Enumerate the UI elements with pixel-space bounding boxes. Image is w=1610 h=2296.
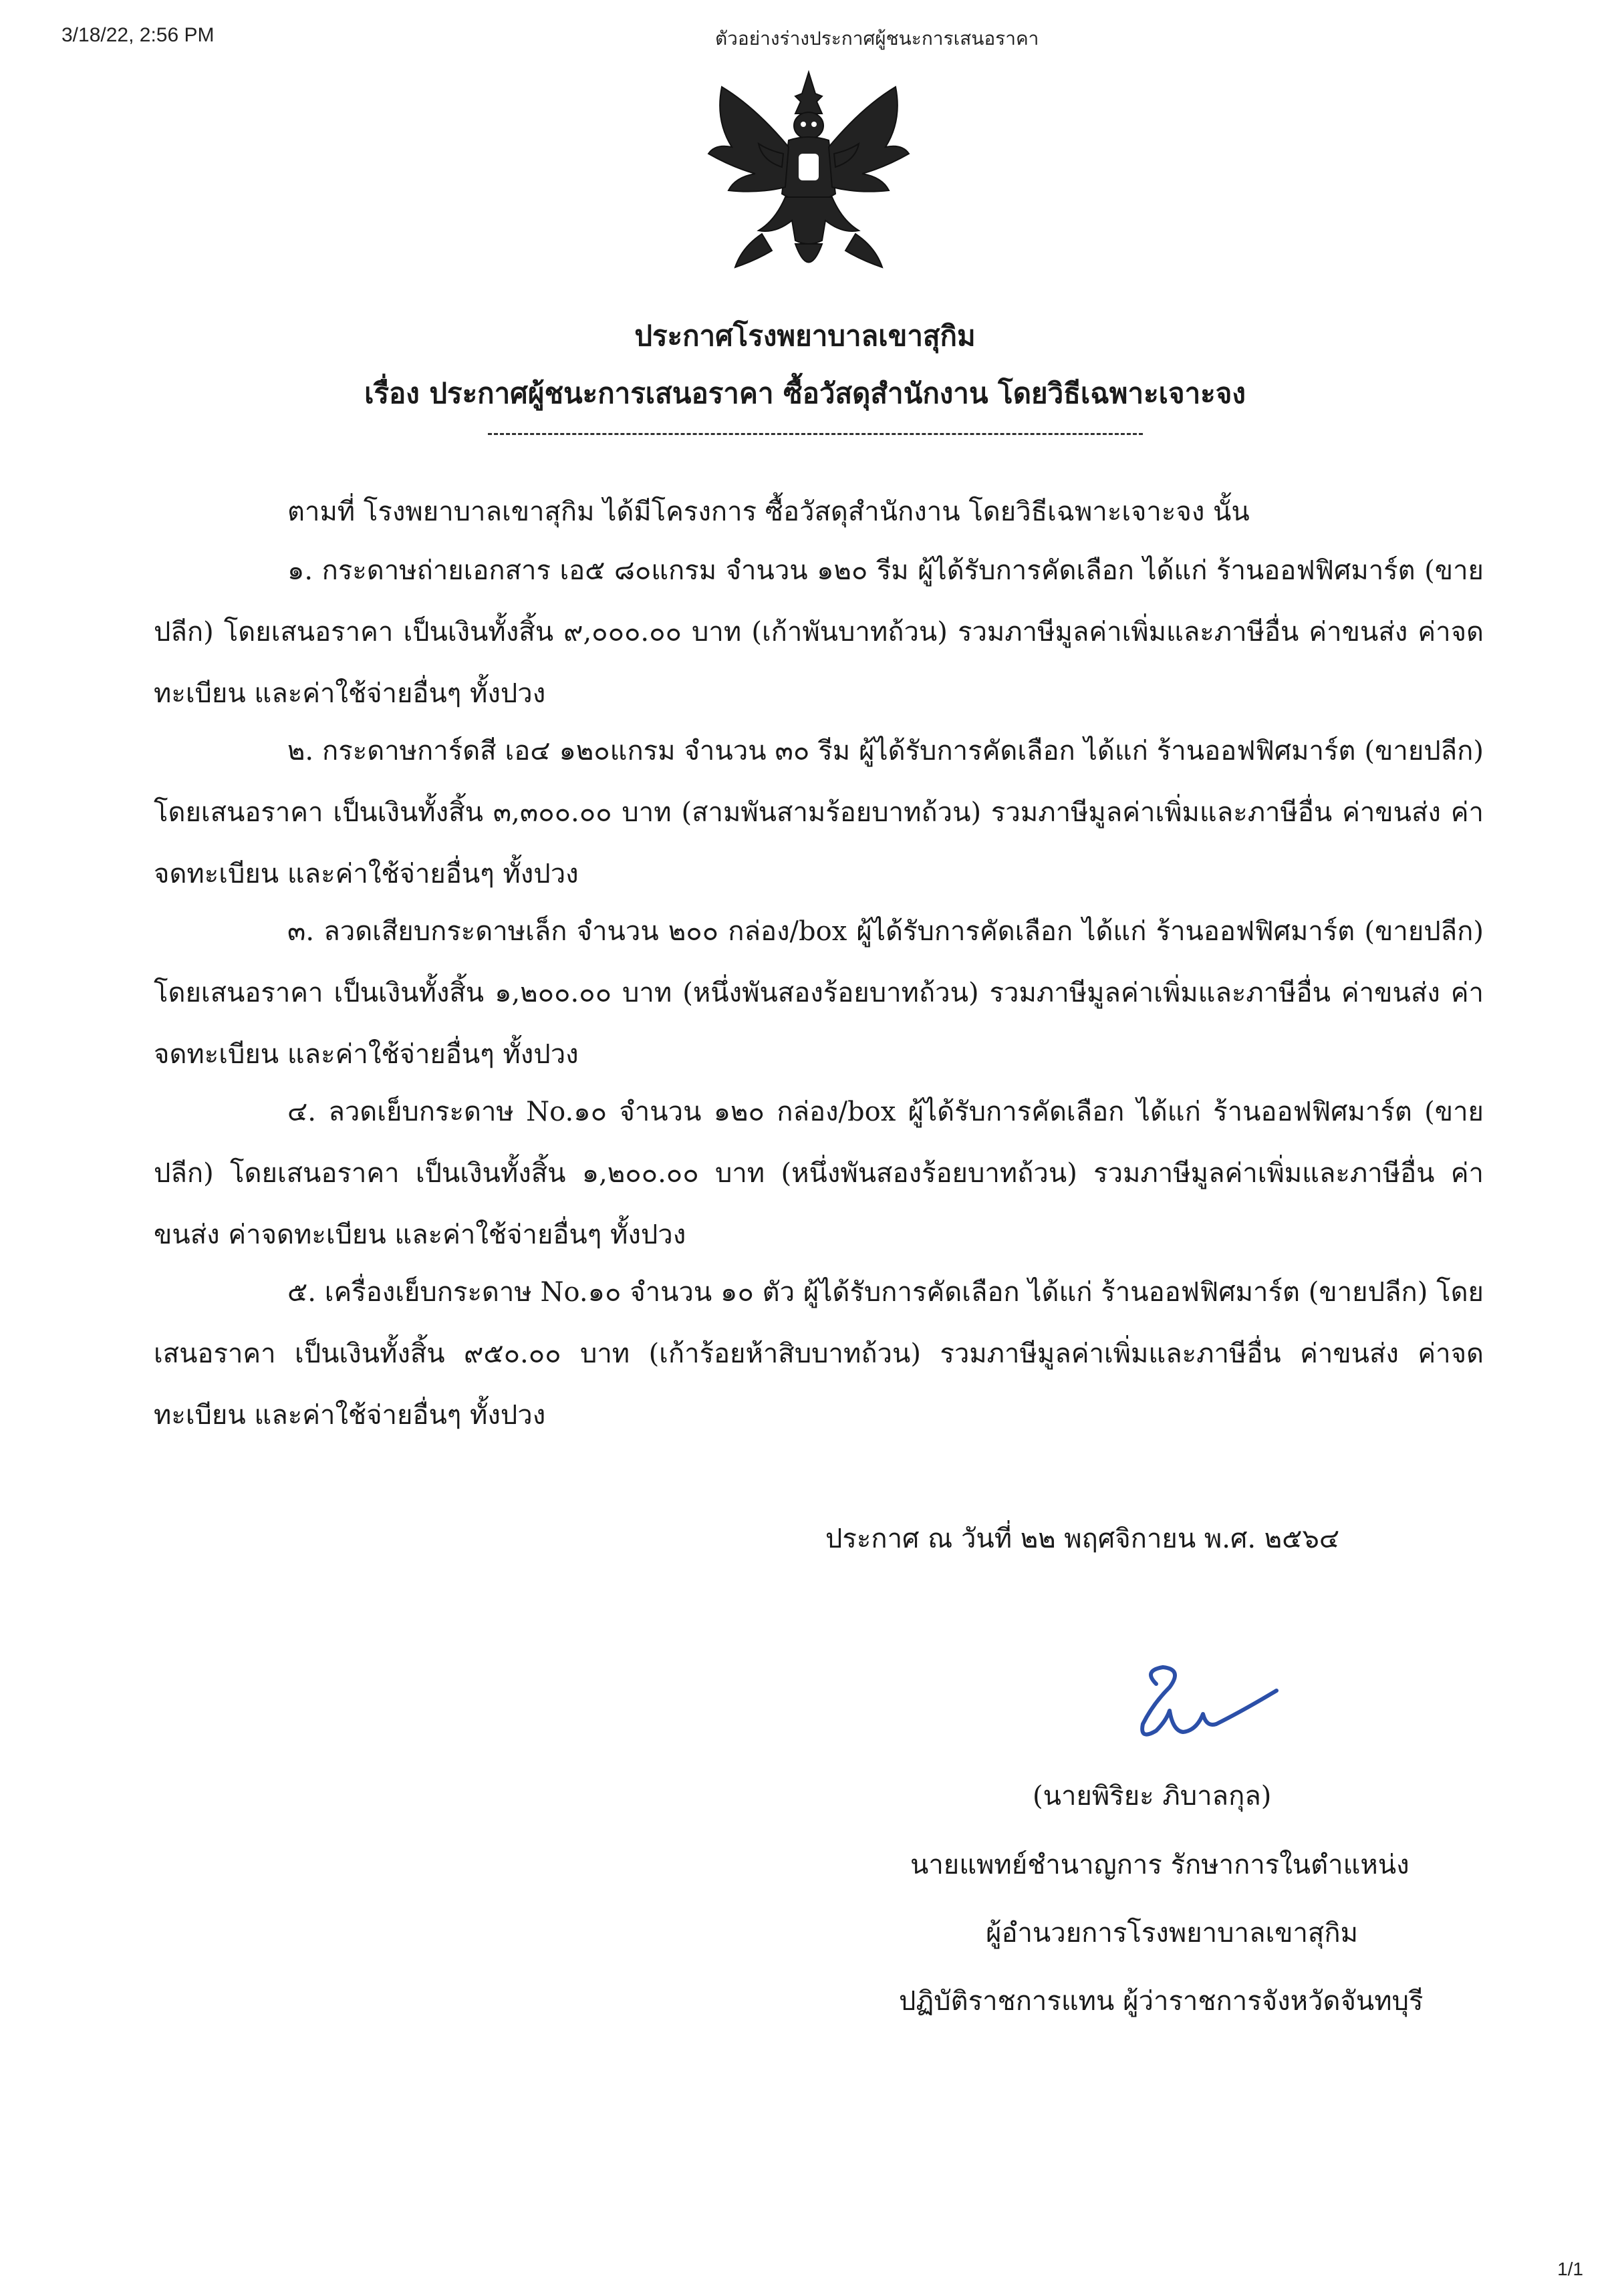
signer-name: (นายพิริยะ ภิบาลกุล) [1033,1781,1272,1812]
document-subject: เรื่อง ประกาศผู้ชนะการเสนอราคา ซื้อวัสดุสำนักงาน โดยวิธีเฉพาะเจาะจง [364,377,1246,410]
announce-date: ประกาศ ณ วันที่ ๒๒ พฤศจิกายน พ.ศ. ๒๕๖๔ [825,1524,1340,1554]
item-paragraph-5: ๕. เครื่องเย็บกระดาษ No.๑๐ จำนวน ๑๐ ตัว ผู้ได้รับการคัดเลือก ได้แก่ ร้านออฟฟิศมาร์ต (ขายปลีก) โดยเสนอราคา เป็นเงินทั้งสิ้น ๙๕๐.๐๐ บาท (เก้าร้อยห้าสิบบาทถ้วน) รวมภาษีมูลค่าเพิ่มและภาษีอื่น ค่าขนส่ง ค่าจดทะเบียน และค่าใช้จ่ายอื่นๆ ทั้งปวง [154,1277,1484,1431]
signer-position-1: นายแพทย์ชำนาญการ รักษาการในตำแหน่ง [910,1850,1410,1880]
item-paragraph-1: ๑. กระดาษถ่ายเอกสาร เอ๕ ๘๐แกรม จำนวน ๑๒๐ รีม ผู้ได้รับการคัดเลือก ได้แก่ ร้านออฟฟิศมาร์ต (ขายปลีก) โดยเสนอราคา เป็นเงินทั้งสิ้น ๙,๐๐๐.๐๐ บาท (เก้าพันบาทถ้วน) รวมภาษีมูลค่าเพิ่มและภาษีอื่น ค่าขนส่ง ค่าจดทะเบียน และค่าใช้จ่ายอื่นๆ ทั้งปวง [154,555,1484,709]
signer-position-3: ปฏิบัติราชการแทน ผู้ว่าราชการจังหวัดจันทบุรี [899,1986,1424,2017]
item-paragraph-3: ๓. ลวดเสียบกระดาษเล็ก จำนวน ๒๐๐ กล่อง/box ผู้ได้รับการคัดเลือก ได้แก่ ร้านออฟฟิศมาร์ต (ขายปลีก) โดยเสนอราคา เป็นเงินทั้งสิ้น ๑,๒๐๐.๐๐ บาท (หนึ่งพันสองร้อยบาทถ้วน) รวมภาษีมูลค่าเพิ่มและภาษีอื่น ค่าขนส่ง ค่าจดทะเบียน และค่าใช้จ่ายอื่นๆ ทั้งปวง [154,916,1484,1070]
item-paragraph-2: ๒. กระดาษการ์ดสี เอ๔ ๑๒๐แกรม จำนวน ๓๐ รีม ผู้ได้รับการคัดเลือก ได้แก่ ร้านออฟฟิศมาร์ต (ขายปลีก) โดยเสนอราคา เป็นเงินทั้งสิ้น ๓,๓๐๐.๐๐ บาท (สามพันสามร้อยบาทถ้วน) รวมภาษีมูลค่าเพิ่มและภาษีอื่น ค่าขนส่ง ค่าจดทะเบียน และค่าใช้จ่ายอื่นๆ ทั้งปวง [154,736,1484,889]
document-title: ประกาศโรงพยาบาลเขาสุกิม [634,319,976,352]
print-timestamp: 3/18/22, 2:56 PM [61,24,215,46]
intro-paragraph: ตามที่ โรงพยาบาลเขาสุกิม ได้มีโครงการ ซื้อวัสดุสำนักงาน โดยวิธีเฉพาะเจาะจง นั้น [287,496,1250,527]
print-page-number: 1/1 [1557,2259,1583,2279]
signer-position-2: ผู้อำนวยการโรงพยาบาลเขาสุกิม [986,1918,1358,1949]
print-page-title: ตัวอย่างร่างประกาศผู้ชนะการเสนอราคา [715,28,1039,49]
garuda-emblem-icon [695,67,922,287]
item-paragraph-4: ๔. ลวดเย็บกระดาษ No.๑๐ จำนวน ๑๒๐ กล่อง/box ผู้ได้รับการคัดเลือก ได้แก่ ร้านออฟฟิศมาร์ต (ขายปลีก) โดยเสนอราคา เป็นเงินทั้งสิ้น ๑,๒๐๐.๐๐ บาท (หนึ่งพันสองร้อยบาทถ้วน) รวมภาษีมูลค่าเพิ่มและภาษีอื่น ค่าขนส่ง ค่าจดทะเบียน และค่าใช้จ่ายอื่นๆ ทั้งปวง [154,1097,1484,1250]
title-separator [488,433,1143,435]
handwritten-signature [1116,1657,1290,1764]
